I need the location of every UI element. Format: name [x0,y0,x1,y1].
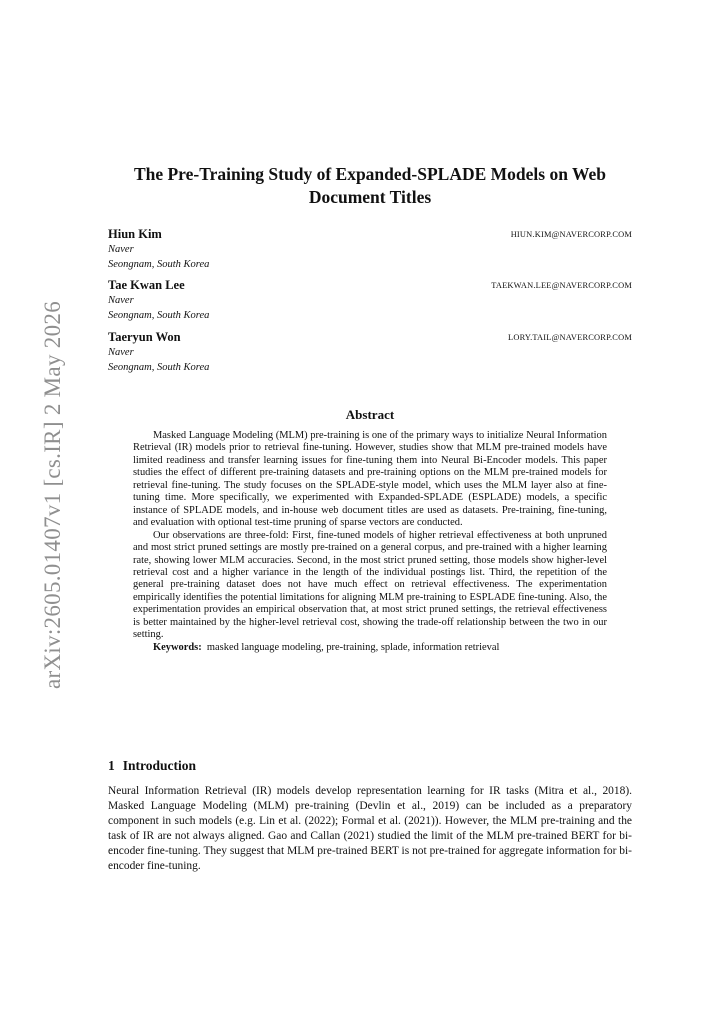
author-email: HIUN.KIM@NAVERCORP.COM [510,230,632,239]
abstract-body [133,430,607,654]
author-name: Taeryun Won [108,330,181,344]
author-organization: Naver [108,295,134,306]
author-organization: Naver [108,347,134,358]
section-heading [108,757,196,774]
author-block [108,330,632,375]
author-location: Seongnam, South Korea [108,362,210,373]
author-name: Hiun Kim [108,227,162,241]
abstract-paragraph: Our observations are three-fold: First, fine-tuned models of higher retrieval effectiveness at both unpruned and most strict pruned settings are mostly pre-trained on a general corpus, and pre-trained with a higher learning rate, showing lower MLM accuracies. Second, in the most strict pruned setting, those models show higher-level retrieval cost and a higher variance in the length of the individual postings list. Third, the repetition of the general pre-training dataset does not have much effect on retrieval effectiveness. The experimentation empirically identifies the potential limitations for aligning MLM pre-training to ESPLADE fine-tuning. Also, the experimentation provides an empirical observation that, at most strict pruned settings, the retrieval effectiveness is better maintained by the higher-level retrieval cost, showing the trade-off relationship between the two in our setting. [133,529,607,641]
arxiv-identifier-stamp: arXiv:2605.01407v1 [cs.IR] 2 May 2026 [40,301,65,689]
author-name: Tae Kwan Lee [108,278,185,292]
author-organization: Naver [108,244,134,255]
keywords-label: Keywords: [153,641,202,653]
section-number: 1 [108,758,115,773]
abstract-paragraph: Masked Language Modeling (MLM) pre-training is one of the primary ways to initialize Neural Information Retrieval (IR) models prior to retrieval fine-tuning. However, studies show that MLM pre-trained models have limited readiness and transfer learning issues for fine-tuning them into Neural Bi-Encoder models. This paper studies the effect of different pre-training datasets and pre-training options on the MLM pre-trained models for retrieval fine-tuning. The study focuses on the SPLADE-style model, which uses the MLM layer also at fine-tuning time. More specifically, we experimented with Expanded-SPLADE (ESPLADE) models, a specific instance of SPLADE models, and in-house web document titles are used as datasets. Pre-training, fine-tuning, and evaluation with optional test-time pruning of sparse vectors are conducted. [133,430,607,529]
keywords-list: masked language modeling, pre-training, splade, information retrieval [206,641,500,653]
author-email: TAEKWAN.LEE@NAVERCORP.COM [491,281,632,290]
section-title: Introduction [122,758,197,773]
author-block [108,278,632,323]
paper-title: The Pre-Training Study of Expanded-SPLADE Models on Web Document Titles [133,164,607,207]
author-block [108,227,632,272]
abstract-heading: Abstract [345,407,395,422]
keywords-line [133,642,607,654]
author-location: Seongnam, South Korea [108,259,210,270]
author-email: LORY.TAIL@NAVERCORP.COM [508,333,632,342]
author-location: Seongnam, South Korea [108,310,210,321]
introduction-paragraph: Neural Information Retrieval (IR) models develop representation learning for IR tasks (Mitra et al., 2018). Masked Language Modeling (MLM) pre-training (Devlin et al., 2019) can be included as a preparatory component in such models (e.g. Lin et al. (2022); Formal et al. (2021)). However, the MLM pre-training and the task of IR are not always aligned. Gao and Callan (2021) studied the limit of the MLM pre-trained BERT for bi-encoder fine-tuning. They suggest that MLM pre-trained BERT is not pre-trained for aggregate information for bi-encoder fine-tuning. [108,785,632,873]
